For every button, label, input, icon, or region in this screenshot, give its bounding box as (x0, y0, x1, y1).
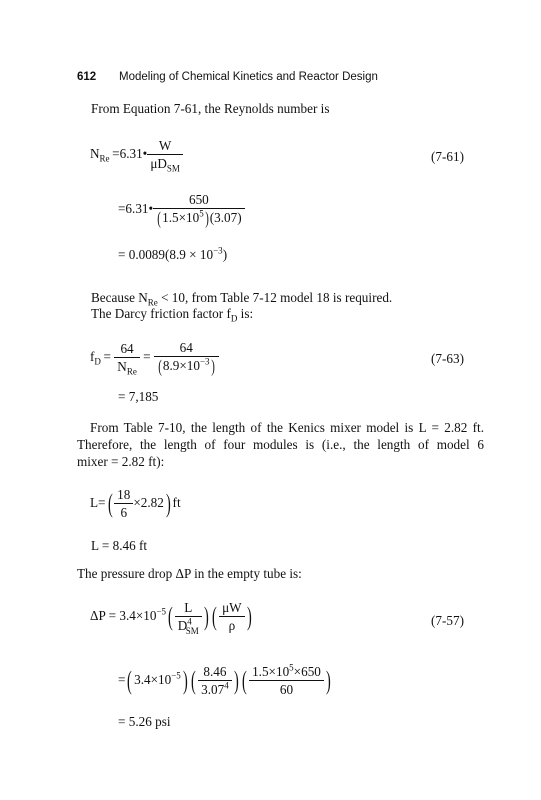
equation-label-7-57: (7-57) (431, 613, 464, 628)
page-number: 612 (77, 71, 97, 83)
length-result: L = 8.46 ft (91, 538, 148, 553)
equation-pressure-substituted: =( $3.4\times 10^{-5}$) ( $\frac{8.46}{3.07^4}$ ) ( $\frac{1.5\times 10^5\times 650}{60}$ ) (118, 662, 331, 697)
kenics-line-2: Therefore, the length of four modules is (i.e., the length of model 6 (77, 437, 484, 452)
because-text: Because $N_{Re} < 10$, from Table 7-12 model 18 is required. (91, 290, 393, 308)
kenics-line-3: mixer = 2.82 ft): (77, 454, 165, 469)
running-title: Modeling of Chemical Kinetics and Reactor Design (119, 71, 378, 83)
pressure-drop-intro: The pressure drop ΔP in the empty tube is: (77, 566, 302, 581)
pressure-drop-result: = 5.26 psi (118, 714, 171, 729)
equation-label-7-61: (7-61) (431, 149, 464, 164)
kenics-line-1: From Table 7-10, the length of the Kenics mixer model is L = 2.82 ft. (90, 420, 484, 435)
equation-length: L=( $\frac{18}{6}$ ×2.82) ft (90, 487, 181, 520)
equation-friction-factor: $f_D$ = $\frac{64}{N_{Re}}$ = $\frac{64}{(8.9\times 10^{-3})}$ (90, 340, 219, 375)
friction-factor-result: = 7,185 (118, 389, 159, 404)
equation-pressure-drop: $\Delta P = 3.4\times 10^{-5}$( $\frac{L}{D^4_{SM}}$ ) ( $\frac{\mu W}{\rho}$ ) (90, 600, 252, 636)
equation-label-7-63: (7-63) (431, 351, 464, 366)
intro-text: From Equation 7-61, the Reynolds number is (91, 101, 330, 116)
equation-reynolds-substituted: =6.31• $\frac{650}{(1.5\times 10^5)(3.07)}$ (118, 192, 245, 227)
reynolds-result: = $0.0089(8.9 \times 10^{-3})$ (118, 245, 228, 262)
equation-reynolds: $N_{Re}$ =6.31• $\frac{W}{\mu D_{SM}}$ (90, 138, 183, 172)
darcy-text: The Darcy friction factor $f_D$ is: (91, 306, 254, 324)
